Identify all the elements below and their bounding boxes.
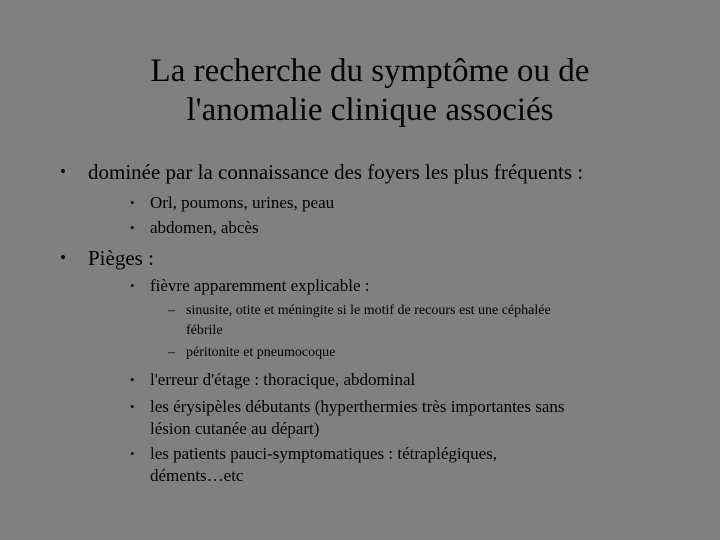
title-line-2: l'anomalie clinique associés (186, 92, 554, 128)
sub-item-abdomen (130, 216, 690, 240)
sub-sub-item-line-2: fébrile (186, 323, 223, 338)
sub-item-line-2: lésion cutanée au départ) (150, 419, 320, 438)
bullet-dot: • (130, 220, 135, 235)
sub-item-line-2: déments…etc (150, 466, 244, 485)
dash-bullet: – (168, 303, 175, 318)
sub-item-erreur-etage (130, 368, 690, 392)
sub-sub-item-line-1: sinusite, otite et méningite si le motif de recours est une céphalée (186, 303, 551, 318)
bullet-item-pieges (60, 246, 700, 270)
sub-item-line-1: les patients pauci-symptomatiques : tétraplégiques, (150, 444, 497, 463)
sub-item-fievre (130, 274, 690, 298)
bullet-dot: • (130, 372, 135, 387)
sub-item-line-1: les érysipèles débutants (hyperthermies très importantes sans (150, 397, 565, 416)
title-line-1: La recherche du symptôme ou de (150, 53, 590, 89)
bullet-dot: • (130, 195, 135, 210)
bullet-text: dominée par la connaissance des foyers les plus fréquents : (88, 160, 584, 184)
sub-item-text: abdomen, abcès (150, 218, 259, 237)
slide-title (110, 52, 630, 130)
bullet-dot: • (130, 446, 135, 461)
sub-item-text: l'erreur d'étage : thoracique, abdominal (150, 370, 416, 389)
sub-item-orl (130, 191, 690, 215)
bullet-dot: • (130, 278, 135, 293)
bullet-item-foyers (60, 160, 700, 184)
bullet-dot: • (60, 162, 66, 181)
bullet-dot: • (60, 248, 66, 267)
sub-sub-item-text: péritonite et pneumocoque (186, 345, 336, 360)
sub-item-text: fièvre apparemment explicable : (150, 276, 370, 295)
bullet-text: Pièges : (88, 246, 154, 270)
sub-item-pauci (130, 442, 690, 490)
dash-bullet: – (168, 345, 175, 360)
bullet-dot: • (130, 399, 135, 414)
sub-item-text: Orl, poumons, urines, peau (150, 193, 335, 212)
sub-item-erysipeles (130, 395, 690, 443)
sub-sub-item-sinusite (168, 301, 708, 341)
sub-sub-item-peritonite (168, 343, 708, 363)
